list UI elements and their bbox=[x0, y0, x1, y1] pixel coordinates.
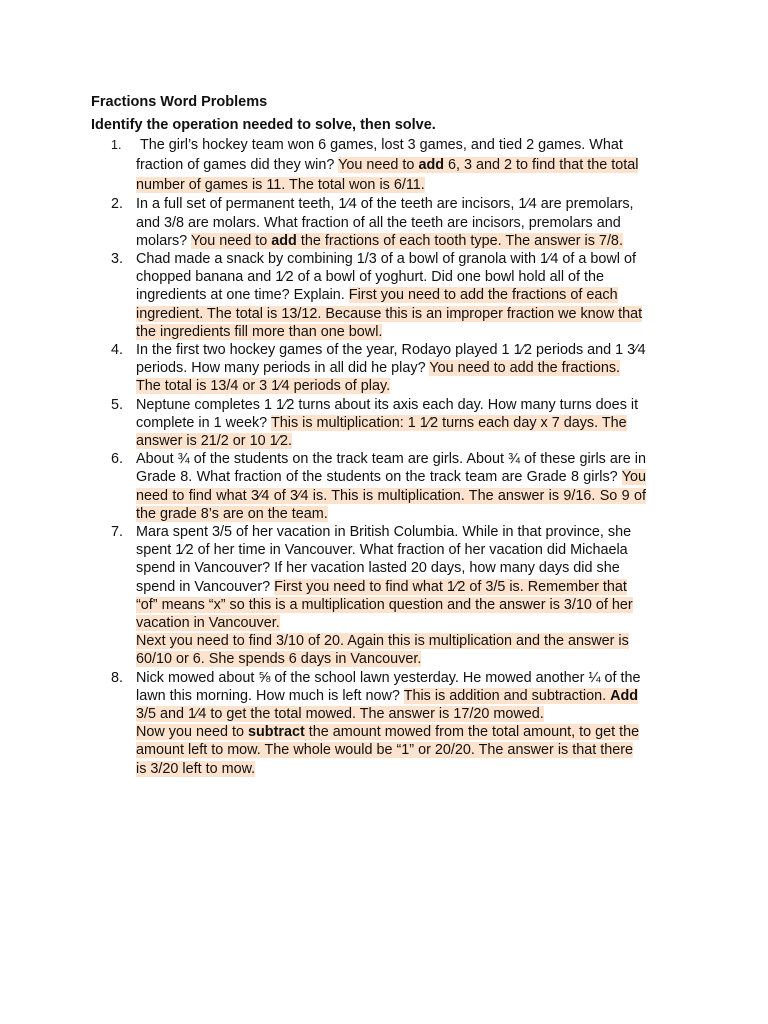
problem-number: 8. bbox=[111, 669, 124, 686]
answer-keyword: Add bbox=[610, 687, 639, 704]
problem-question: Neptune completes 1 1⁄2 turns about its axis each day. How many turns does it complete in 1 week? bbox=[136, 396, 639, 431]
problem-question: Chad made a snack by combining 1/3 of a bowl of granola with 1⁄4 of a bowl of chopped banana and 1⁄2 of a bowl of yoghurt. Did one bowl hold all of the ingredients at one time? Explain. bbox=[136, 251, 636, 304]
problem-2 bbox=[91, 195, 651, 250]
answer-keyword: add bbox=[271, 232, 297, 249]
problem-answer-continued bbox=[136, 724, 639, 776]
problem-question: Nick mowed about ⅝ of the school lawn yesterday. He mowed another ¼ of the lawn this morning. How much is left now? bbox=[136, 669, 641, 704]
problem-list bbox=[91, 136, 651, 778]
problem-6 bbox=[91, 450, 651, 523]
problem-answer: First you need to find what 1⁄2 of 3/5 is. Remember that “of” means “x” so this is a multiplication question and the answer is 3/10 of her vacation in Vancouver. bbox=[136, 578, 633, 632]
answer-text: the fractions of each tooth type. The answer is 7/8. bbox=[300, 232, 623, 249]
problem-4 bbox=[91, 341, 651, 396]
document-instructions: Identify the operation needed to solve, then solve. bbox=[91, 117, 436, 133]
problem-answer: This is multiplication: 1 1⁄2 turns each day x 7 days. The answer is 21/2 or 10 1⁄2. bbox=[136, 414, 627, 450]
problem-question: In the first two hockey games of the year, Rodayo played 1 1⁄2 periods and 1 3⁄4 periods. How many periods in all did he play? bbox=[136, 342, 646, 377]
problem-answer: First you need to add the fractions of each ingredient. The total is 13/12. Because this is an improper fraction we know that the ingredients fill more than one bowl. bbox=[136, 287, 643, 340]
problem-number: 6. bbox=[111, 451, 124, 468]
problem-answer bbox=[191, 233, 623, 249]
answer-keyword: subtract bbox=[248, 724, 305, 741]
document-title: Fractions Word Problems bbox=[91, 94, 268, 110]
problem-question: In a full set of permanent teeth, 1⁄4 of the teeth are incisors, 1⁄4 are premolars, and 3/8 are molars. What fraction of all the teeth are incisors, premolars and molars? bbox=[136, 196, 634, 249]
answer-text: 3/5 and 1⁄4 to get the total mowed. The answer is 17/20 mowed. bbox=[136, 706, 544, 723]
problem-number: 3. bbox=[111, 251, 124, 267]
problem-number: 2. bbox=[111, 196, 124, 213]
answer-text: You need to bbox=[190, 232, 268, 249]
problem-8 bbox=[91, 669, 651, 778]
problem-answer: You need to find what 3⁄4 of 3⁄4 is. This is multiplication. The answer is 9/16. So 9 of the grade 8’s are on the team. bbox=[136, 469, 646, 522]
problem-question: About ¾ of the students on the track team are girls. About ¾ of these girls are in Grade 8. What fraction of the students on the track team are Grade 8 girls? bbox=[136, 451, 646, 486]
answer-keyword: add bbox=[418, 156, 445, 173]
problem-3 bbox=[91, 250, 651, 341]
problem-number: 4. bbox=[111, 342, 124, 359]
problem-answer: You need to add the fractions. The total is 13/4 or 3 1⁄4 periods of play. bbox=[136, 360, 621, 395]
answer-text: This is addition and subtraction. bbox=[403, 687, 607, 704]
problem-1 bbox=[91, 136, 651, 195]
problem-question: The girl’s hockey team won 6 games, lost 3 games, and tied 2 games. What fraction of games did they win? bbox=[136, 137, 623, 173]
answer-text: 6, 3 and 2 to find that the total number of games is 11. The total won is 6/11. bbox=[136, 156, 639, 193]
problem-number: 1. bbox=[111, 138, 122, 152]
problem-7 bbox=[91, 523, 651, 669]
answer-text: You need to bbox=[338, 156, 415, 173]
problem-answer-continued: Next you need to find 3/10 of 20. Again this is multiplication and the answer is 60/10 or 6. She spends 6 days in Vancouver. bbox=[136, 633, 629, 668]
answer-text: Now you need to bbox=[136, 724, 245, 741]
problem-5 bbox=[91, 396, 651, 451]
problem-number: 7. bbox=[111, 524, 124, 541]
problem-number: 5. bbox=[111, 396, 124, 413]
answer-text: the amount mowed from the total amount, to get the amount left to mow. The whole would be “1” or 20/20. The answer is that there is 3/20 left to mow. bbox=[136, 724, 640, 777]
problem-question: Mara spent 3/5 of her vacation in British Columbia. While in that province, she spent 1⁄2 of her time in Vancouver. What fraction of her vacation did Michaela spend in Vancouver? If her vacation lasted 20 days, how many days did she spend in Vancouver? bbox=[136, 524, 632, 595]
